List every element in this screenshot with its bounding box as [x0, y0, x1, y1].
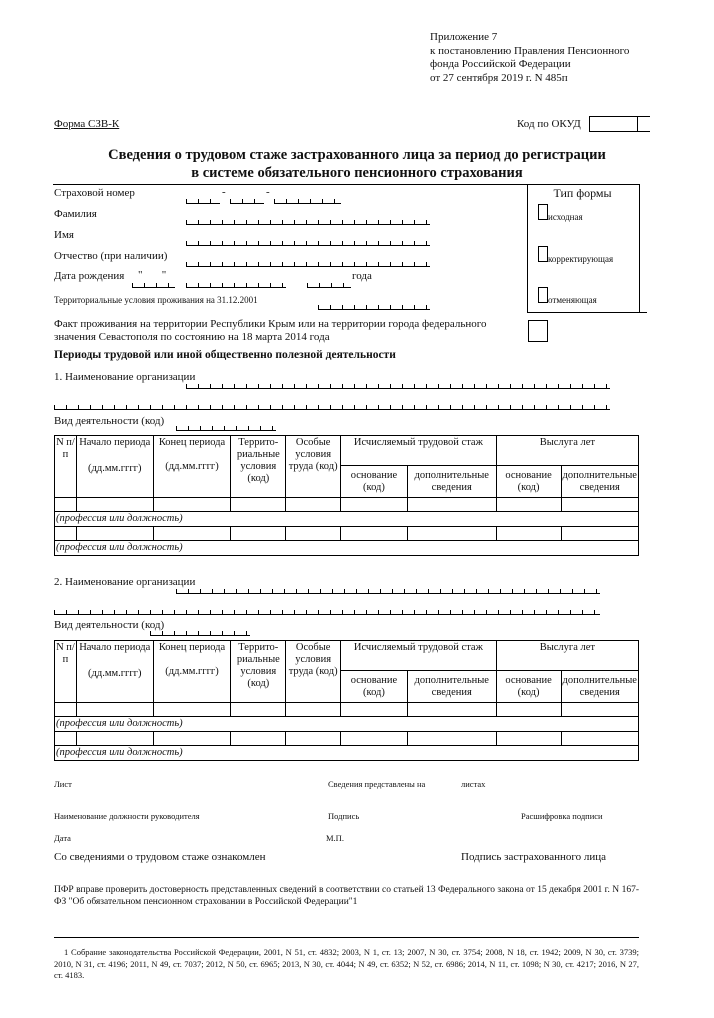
- cell[interactable]: [55, 498, 77, 512]
- header-num: N п/п: [55, 436, 77, 498]
- cell[interactable]: [286, 498, 341, 512]
- appendix-line: фонда Российской Федерации: [430, 58, 571, 70]
- form-type-option: отменяющая: [548, 295, 597, 305]
- table-row: [55, 732, 639, 746]
- profession-cell[interactable]: (профессия или должность): [55, 512, 639, 527]
- appendix-line: к постановлению Правления Пенсионного: [430, 44, 630, 57]
- patronymic-label: Отчество (при наличии): [54, 250, 168, 262]
- footnote-divider: [54, 937, 639, 938]
- header-territorial: Террито-риальные условия (код): [231, 436, 286, 498]
- crimea-residence-label: [54, 318, 534, 344]
- footnote: 1 Собрание законодательства Российской Федерации, 2001, N 51, ст. 4832; 2003, N 1, ст. 13; 2007, N 30, ст. 3754; 2008, N 18, ст. 1942; 2009, N 30, ст. 3739; 2010, N 31, ст. 4196; 2011, N 49, ст. 7037; 2012, N 50, ст. 6965; 2013, N 30, ст. 4044; N 49, ст. 6352; N 52, ст. 6986; 2014, N 11, ст. 1098; N 30, ст. 4217; 2016, N 27, ст. 4183.: [54, 947, 639, 980]
- cell[interactable]: [496, 498, 561, 512]
- title-line: в системе обязательного пенсионного страхования: [191, 165, 523, 181]
- cell[interactable]: [341, 527, 408, 541]
- cell[interactable]: [76, 498, 153, 512]
- cell[interactable]: [407, 703, 496, 717]
- header-end: Конец периода (дд.мм.гггг): [153, 436, 231, 498]
- header-long-service: Выслуга лет: [496, 436, 638, 466]
- header-special-conditions: Особые условия труда (код): [286, 436, 341, 498]
- header-special-conditions: Особые условия труда (код): [286, 641, 341, 703]
- profession-cell[interactable]: (профессия или должность): [55, 717, 639, 732]
- header-calc-extra: дополнительные сведения: [407, 466, 496, 498]
- cell[interactable]: [407, 732, 496, 746]
- table-row: [55, 703, 639, 717]
- insured-signature-label: Подпись застрахованного лица: [461, 851, 606, 863]
- header-territorial: Террито-риальные условия (код): [231, 641, 286, 703]
- document-title: [40, 146, 674, 182]
- snils-separator: -: [222, 186, 226, 198]
- cell[interactable]: [153, 732, 231, 746]
- snils-part3-field[interactable]: [274, 199, 341, 204]
- birth-day-field[interactable]: [132, 283, 175, 288]
- header-start: Начало периода (дд.мм.гггг): [76, 436, 153, 498]
- crimea-residence-checkbox[interactable]: [528, 320, 548, 342]
- snils-part1-field[interactable]: [186, 199, 220, 204]
- surname-label: Фамилия: [54, 208, 97, 220]
- cell[interactable]: [496, 527, 561, 541]
- name-label: Имя: [54, 229, 74, 241]
- territorial-label: Территориальные условия проживания на 31.12.2001: [54, 295, 258, 305]
- cell[interactable]: [286, 703, 341, 717]
- divider: [527, 312, 647, 313]
- divider: [53, 184, 547, 185]
- header-calc-basis: основание (код): [341, 671, 408, 703]
- birth-day-quotes: " ": [138, 269, 167, 281]
- organization-2-label: 2. Наименование организации: [54, 576, 196, 588]
- form-type-checkbox-original[interactable]: [538, 204, 548, 220]
- periods-section-title: Периоды трудовой или иной общественно полезной деятельности: [54, 349, 396, 361]
- cell[interactable]: [407, 498, 496, 512]
- header-num: N п/п: [55, 641, 77, 703]
- form-type-title: Тип формы: [553, 186, 612, 200]
- form-type-checkbox-corrective[interactable]: [538, 246, 548, 262]
- cell[interactable]: [561, 498, 639, 512]
- cell[interactable]: [341, 732, 408, 746]
- acquainted-label: Со сведениями о трудовом стаже ознакомлен: [54, 851, 266, 863]
- profession-row: [55, 746, 639, 761]
- header-calc-service: Исчисляемый трудовой стаж: [341, 436, 497, 466]
- cell[interactable]: [286, 527, 341, 541]
- header-long-service: Выслуга лет: [496, 641, 638, 671]
- profession-row: [55, 541, 639, 556]
- cell[interactable]: [496, 732, 561, 746]
- cell[interactable]: [231, 732, 286, 746]
- cell[interactable]: [341, 703, 408, 717]
- table-row: [55, 498, 639, 512]
- territorial-field[interactable]: [318, 305, 430, 310]
- cell[interactable]: [561, 732, 639, 746]
- crimea-line: Факт проживания на территории Республики Крым или на территории города федерального: [54, 318, 487, 330]
- cell[interactable]: [153, 703, 231, 717]
- cell[interactable]: [407, 527, 496, 541]
- cell[interactable]: [561, 703, 639, 717]
- okud-code-field-extra[interactable]: [637, 116, 650, 132]
- crimea-line: значения Севастополя по состоянию на 18 марта 2014 года: [54, 331, 330, 343]
- appendix-line: Приложение 7: [430, 31, 498, 43]
- periods-table-1: [54, 435, 639, 556]
- form-type-checkbox-cancelling[interactable]: [538, 287, 548, 303]
- profession-cell[interactable]: (профессия или должность): [55, 746, 639, 761]
- header-start: Начало периода (дд.мм.гггг): [76, 641, 153, 703]
- profession-row: [55, 717, 639, 732]
- appendix-line: от 27 сентября 2019 г. N 485п: [430, 71, 568, 84]
- birth-year-field[interactable]: [307, 283, 351, 288]
- activity-code-label: Вид деятельности (код): [54, 415, 165, 427]
- submitted-on-label: Сведения представлены на: [328, 779, 426, 789]
- birth-date-label: Дата рождения: [54, 270, 125, 282]
- organization-1-name-field-line2[interactable]: [54, 405, 610, 410]
- cell[interactable]: [231, 527, 286, 541]
- title-line: Сведения о трудовом стаже застрахованного лица за период до регистрации: [108, 147, 606, 163]
- cell[interactable]: [561, 527, 639, 541]
- cell[interactable]: [341, 498, 408, 512]
- form-type-option: исходная: [548, 212, 583, 222]
- header-end: Конец периода (дд.мм.гггг): [153, 641, 231, 703]
- sheet-label: Лист: [54, 779, 72, 789]
- form-type-option: корректирующая: [548, 254, 614, 264]
- cell[interactable]: [231, 498, 286, 512]
- header-service-extra: дополнительные сведения: [561, 466, 639, 498]
- cell[interactable]: [55, 703, 77, 717]
- signature-decode-label: Расшифровка подписи: [521, 811, 603, 821]
- name-field[interactable]: [186, 241, 430, 246]
- cell[interactable]: [153, 498, 231, 512]
- patronymic-field[interactable]: [186, 262, 430, 267]
- organization-2-activity-code-field[interactable]: [150, 631, 250, 636]
- header-service-basis: основание (код): [496, 466, 561, 498]
- cell[interactable]: [55, 732, 77, 746]
- organization-2-name-field-line2[interactable]: [54, 610, 600, 615]
- cell[interactable]: [496, 703, 561, 717]
- cell[interactable]: [153, 527, 231, 541]
- cell[interactable]: [55, 527, 77, 541]
- year-label: года: [352, 270, 372, 282]
- sheets-label: листах: [461, 779, 486, 789]
- cell[interactable]: [231, 703, 286, 717]
- okud-label: Код по ОКУД: [517, 118, 581, 130]
- profession-row: [55, 512, 639, 527]
- table-row: [55, 527, 639, 541]
- birth-month-field[interactable]: [186, 283, 286, 288]
- surname-field[interactable]: [186, 220, 430, 225]
- snils-separator: -: [266, 186, 270, 198]
- cell[interactable]: [76, 703, 153, 717]
- activity-code-label: Вид деятельности (код): [54, 619, 165, 631]
- stamp-label: М.П.: [326, 833, 344, 843]
- signature-label: Подпись: [328, 811, 360, 821]
- date-label: Дата: [54, 833, 71, 843]
- cell[interactable]: [286, 732, 341, 746]
- okud-code-field[interactable]: [589, 116, 638, 132]
- header-calc-extra: дополнительные сведения: [407, 671, 496, 703]
- header-calc-service: Исчисляемый трудовой стаж: [341, 641, 497, 671]
- profession-cell[interactable]: (профессия или должность): [55, 541, 639, 556]
- snils-part2-field[interactable]: [230, 199, 264, 204]
- verification-note: ПФР вправе проверить достоверность представленных сведений в соответствии со статьей 13 Федерального закона от 15 декабря 2001 г. N 167-ФЗ "Об обязательном пенсионном страховании в Российской Федерации"1: [54, 885, 639, 907]
- header-service-basis: основание (код): [496, 671, 561, 703]
- snils-label: Страховой номер: [54, 187, 135, 199]
- organization-2-name-field[interactable]: [176, 589, 600, 594]
- organization-1-activity-code-field[interactable]: [176, 426, 276, 431]
- header-service-extra: дополнительные сведения: [561, 671, 639, 703]
- form-name: Форма СЗВ-К: [54, 118, 120, 130]
- organization-1-label: 1. Наименование организации: [54, 371, 196, 383]
- cell[interactable]: [76, 732, 153, 746]
- header-calc-basis: основание (код): [341, 466, 408, 498]
- head-position-label: Наименование должности руководителя: [54, 811, 200, 821]
- cell[interactable]: [76, 527, 153, 541]
- organization-1-name-field[interactable]: [186, 384, 610, 389]
- periods-table-2: [54, 640, 639, 761]
- appendix-note: [430, 31, 629, 85]
